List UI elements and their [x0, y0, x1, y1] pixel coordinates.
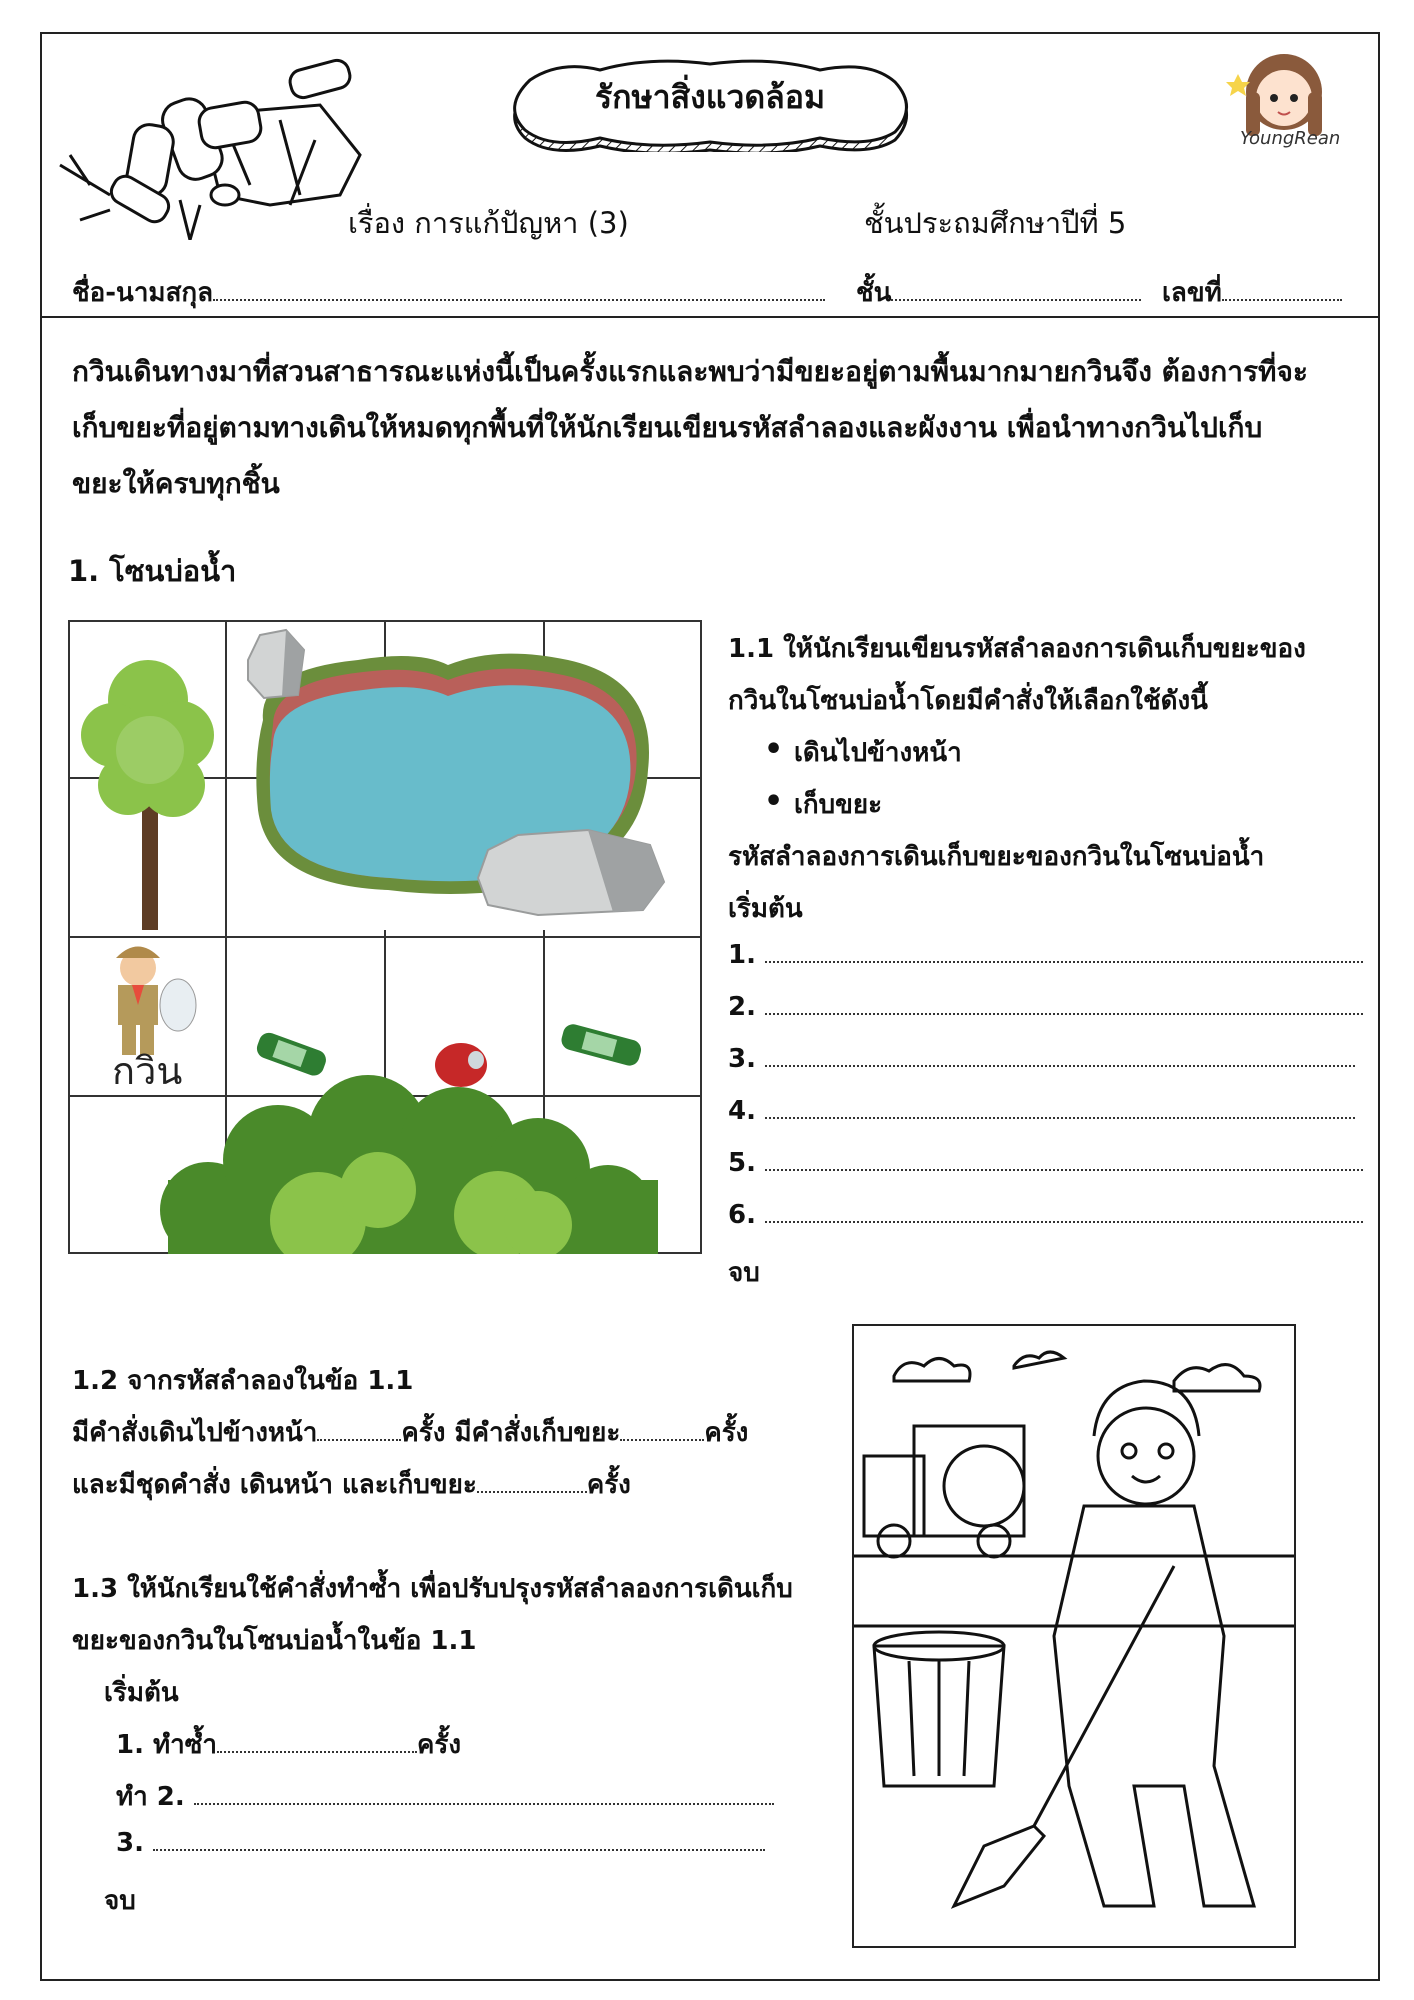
- answer-line[interactable]: [765, 1013, 1363, 1015]
- q1-2-line-1: มีคำสั่งเดินไปข้างหน้า ครั้ง มีคำสั่งเก็บขยะ ครั้ง: [72, 1418, 749, 1448]
- q1-2-line-2: และมีชุดคำสั่ง เดินหน้า และเก็บขยะ ครั้ง: [72, 1470, 631, 1500]
- q1-3-step-3: 3.: [116, 1828, 765, 1858]
- class-field[interactable]: [891, 299, 1141, 301]
- code-title: รหัสลำลองการเดินเก็บขยะของกวินในโซนบ่อน้ำ: [728, 842, 1265, 872]
- intro-line-2: เก็บขยะที่อยู่ตามทางเดินให้หมดทุกพื้นที่ให้นักเรียนเขียนรหัสลำลองและผังงาน เพื่อนำทางกวินไปเก็บ: [72, 411, 1263, 444]
- bullet-walk-forward: • เดินไปข้างหน้า: [794, 732, 962, 773]
- number-row: [1162, 272, 1342, 313]
- section-1-heading: 1. โซนบ่อน้ำ: [68, 554, 237, 588]
- bullet-pick-trash: • เก็บขยะ: [794, 784, 882, 825]
- answer-line[interactable]: [765, 1221, 1363, 1223]
- class-row: [856, 272, 1141, 313]
- code-step: 4.: [728, 1096, 1355, 1126]
- intro-line-1: กวินเดินทางมาที่สวนสาธารณะแห่งนี้เป็นครั้งแรกและพบว่ามีขยะอยู่ตามพื้นมากมายกวินจึง ต้องการที่จะ: [72, 355, 1308, 388]
- code-step: 3.: [728, 1044, 1355, 1074]
- green-bottle-trash-1: [254, 1030, 329, 1078]
- name-field[interactable]: [213, 299, 825, 301]
- name-row: [72, 272, 825, 313]
- answer-line[interactable]: [765, 1169, 1363, 1171]
- q1-3-end: จบ: [104, 1886, 136, 1916]
- subject-title: เรื่อง การแก้ปัญหา (3): [348, 206, 629, 240]
- map-artwork: [68, 620, 702, 1254]
- answer-line[interactable]: [765, 961, 1363, 963]
- number-field[interactable]: [1222, 299, 1342, 301]
- code-step: 6.: [728, 1200, 1363, 1230]
- worksheet-title: รักษาสิ่งแวดล้อม: [594, 78, 826, 116]
- code-step: 1.: [728, 940, 1363, 970]
- header-divider: [42, 316, 1378, 318]
- q1-3-line-1: 1.3 ให้นักเรียนใช้คำสั่งทำซ้ำ เพื่อปรับปรุงรหัสลำลองการเดินเก็บ: [72, 1574, 793, 1604]
- answer-blank[interactable]: [477, 1491, 587, 1493]
- q1-3-step-2: ทำ 2.: [116, 1776, 774, 1817]
- q1-1-line-1: 1.1 ให้นักเรียนเขียนรหัสลำลองการเดินเก็บขยะของ: [728, 634, 1306, 664]
- answer-blank[interactable]: [217, 1751, 417, 1753]
- character-label: กวิน: [112, 1049, 183, 1093]
- grade-label: ชั้นประถมศึกษาปีที่ 5: [864, 206, 1127, 240]
- q1-3-step-1: 1. ทำซ้ำ ครั้ง: [116, 1730, 462, 1760]
- answer-line[interactable]: [765, 1065, 1355, 1067]
- q1-1-line-2: กวินในโซนบ่อน้ำโดยมีคำสั่งให้เลือกใช้ดังนี้: [728, 686, 1208, 716]
- intro-line-3: ขยะให้ครบทุกชิ้น: [72, 467, 280, 500]
- answer-line[interactable]: [194, 1803, 774, 1805]
- number-label: เลขที่: [1162, 278, 1222, 308]
- code-start: เริ่มต้น: [728, 894, 803, 924]
- trash-pile-illustration: [50, 45, 380, 240]
- answer-line[interactable]: [153, 1849, 765, 1851]
- boy-sweeping-illustration: [852, 1324, 1296, 1948]
- answer-blank[interactable]: [317, 1439, 401, 1441]
- answer-blank[interactable]: [620, 1439, 704, 1441]
- logo-text: YoungRean: [1240, 128, 1341, 149]
- q1-3-start: เริ่มต้น: [104, 1678, 179, 1708]
- green-bottle-trash-2: [559, 1022, 643, 1068]
- code-step: 5.: [728, 1148, 1363, 1178]
- answer-line[interactable]: [765, 1117, 1355, 1119]
- code-step: 2.: [728, 992, 1363, 1022]
- boy-sweeping-drawing: [854, 1326, 1294, 1946]
- q1-2-title: 1.2 จากรหัสลำลองในข้อ 1.1: [72, 1366, 414, 1396]
- class-label: ชั้น: [856, 278, 892, 308]
- code-end: จบ: [728, 1258, 760, 1288]
- q1-3-line-2: ขยะของกวินในโซนบ่อน้ำในข้อ 1.1: [72, 1626, 477, 1656]
- pond-zone-map: [68, 620, 702, 1254]
- red-can-trash: [435, 1043, 487, 1087]
- name-label: ชื่อ-นามสกุล: [72, 278, 214, 308]
